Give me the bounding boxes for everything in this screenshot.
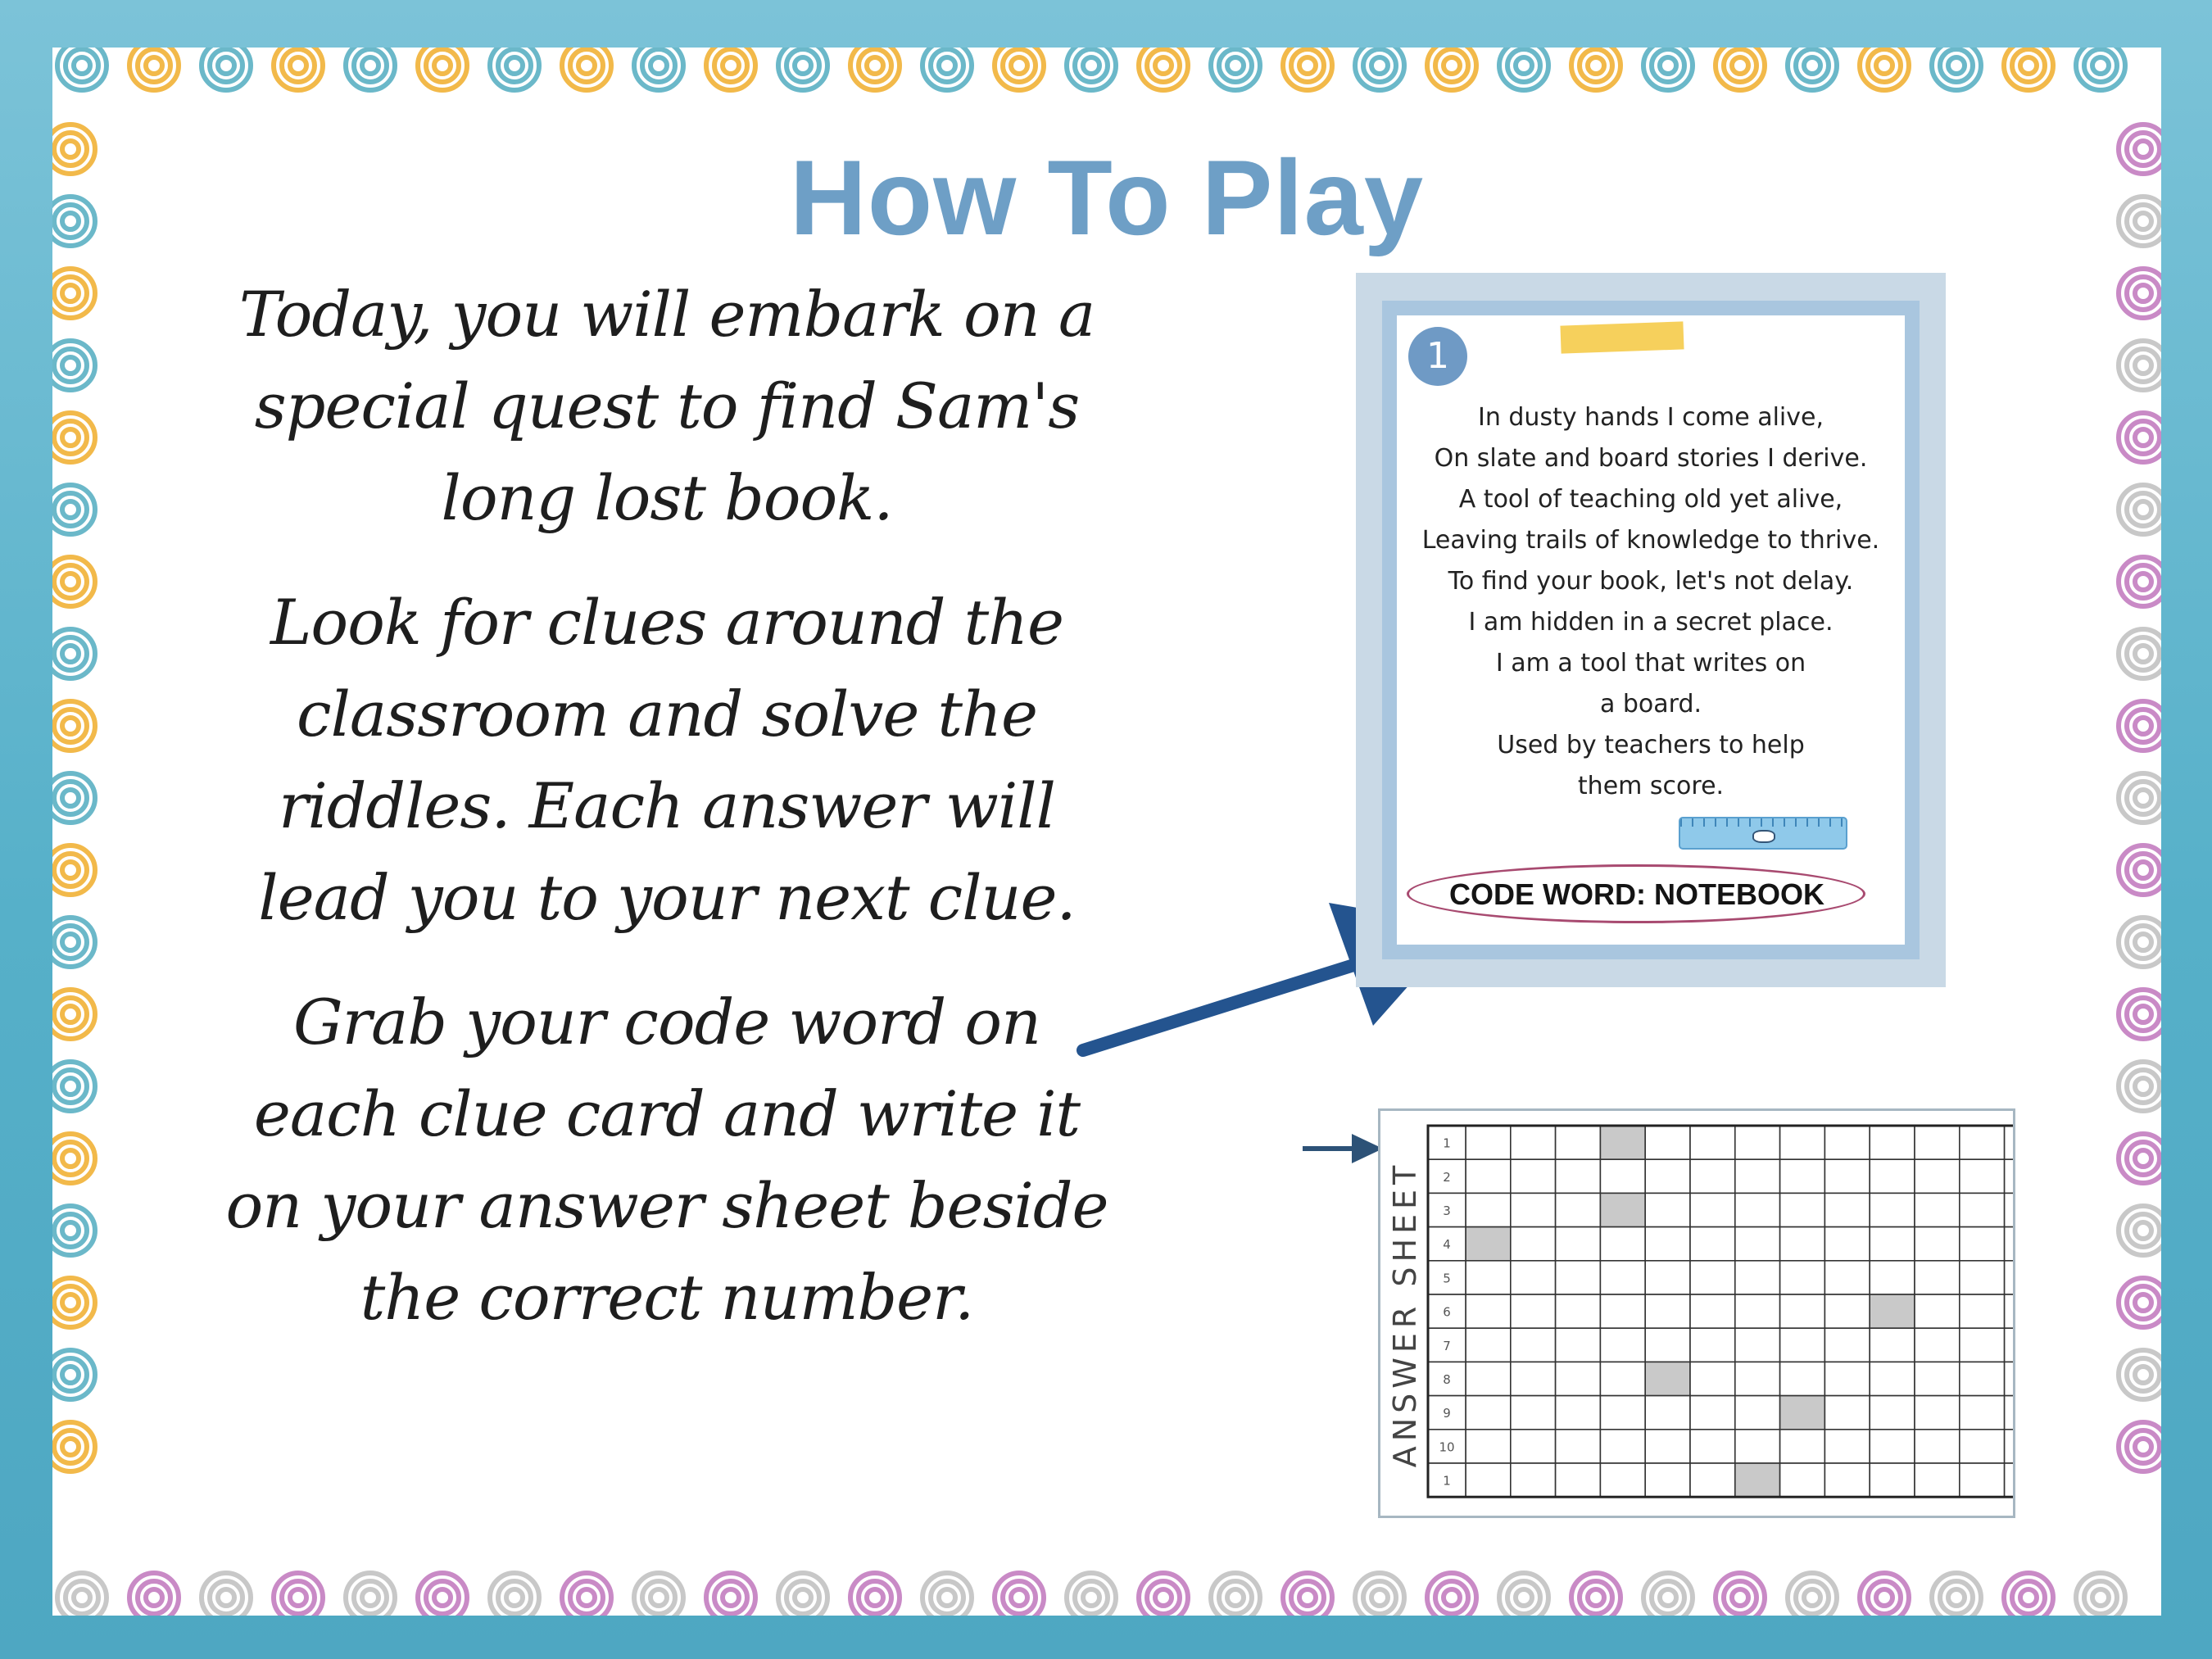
swirl-icon bbox=[418, 48, 467, 90]
grid-cell bbox=[1600, 1430, 1645, 1463]
shaded-grid-cell bbox=[1600, 1126, 1645, 1159]
grid-cell bbox=[2005, 1159, 2013, 1193]
grid-cell bbox=[1645, 1396, 1690, 1430]
swirl-icon bbox=[1283, 1573, 1332, 1616]
row-number: 9 bbox=[1443, 1406, 1451, 1421]
swirl-icon bbox=[490, 1573, 539, 1616]
grid-cell bbox=[1870, 1396, 1915, 1430]
instruction-paragraph-2: Look for clues around the classroom and solve the riddles. Each answer will lead you to your next clue. bbox=[258, 586, 1076, 934]
swirl-icon bbox=[706, 1573, 755, 1616]
grid-cell bbox=[1556, 1430, 1601, 1463]
grid-cell bbox=[1915, 1362, 1960, 1395]
grid-cell bbox=[1600, 1227, 1645, 1261]
grid-cell bbox=[1915, 1159, 1960, 1193]
grid-cell bbox=[1645, 1463, 1690, 1497]
grid-cell bbox=[1645, 1430, 1690, 1463]
arrow-icon bbox=[1299, 1121, 1389, 1170]
grid-cell bbox=[1645, 1126, 1690, 1159]
riddle-line: In dusty hands I come alive, bbox=[1477, 403, 1824, 432]
grid-cell bbox=[2005, 1328, 2013, 1362]
swirl-icon bbox=[346, 1573, 395, 1616]
swirl-icon bbox=[850, 48, 900, 90]
swirl-icon bbox=[52, 845, 95, 895]
swirl-icon bbox=[2119, 1062, 2161, 1111]
grid-cell bbox=[1780, 1126, 1825, 1159]
swirl-icon bbox=[2119, 413, 2161, 462]
grid-cell bbox=[1645, 1227, 1690, 1261]
riddle-line: Used by teachers to help bbox=[1497, 731, 1805, 759]
swirl-icon bbox=[52, 341, 95, 390]
swirl-icon bbox=[1788, 1573, 1837, 1616]
grid-cell bbox=[1690, 1159, 1735, 1193]
grid-cell bbox=[1780, 1362, 1825, 1395]
ruler-face-icon bbox=[1752, 830, 1775, 843]
row-number: 1 bbox=[1443, 1473, 1451, 1489]
grid-cell bbox=[1870, 1227, 1915, 1261]
swirl-icon bbox=[274, 48, 323, 90]
grid-cell bbox=[1556, 1396, 1601, 1430]
riddle-line: A tool of teaching old yet alive, bbox=[1458, 485, 1843, 514]
instruction-paragraph-1: Today, you will embark on a special quest to find Sam's long lost book. bbox=[238, 278, 1095, 534]
grid-cell bbox=[1735, 1261, 1780, 1294]
swirl-icon bbox=[922, 1573, 972, 1616]
swirl-icon bbox=[2119, 1134, 2161, 1183]
grid-cell bbox=[1960, 1261, 2005, 1294]
grid-cell bbox=[1870, 1362, 1915, 1395]
grid-cell bbox=[1511, 1430, 1556, 1463]
grid-cell bbox=[1466, 1362, 1511, 1395]
grid-cell bbox=[1960, 1463, 2005, 1497]
grid-cell bbox=[2005, 1294, 2013, 1328]
swirl-icon bbox=[2119, 1206, 2161, 1255]
swirl-icon bbox=[995, 1573, 1044, 1616]
grid-cell bbox=[1735, 1126, 1780, 1159]
grid-cell bbox=[1600, 1294, 1645, 1328]
swirl-icon bbox=[562, 1573, 611, 1616]
riddle-line: them score. bbox=[1577, 772, 1725, 800]
swirl-icon bbox=[52, 485, 95, 534]
grid-cell bbox=[1556, 1227, 1601, 1261]
shaded-grid-cell bbox=[1735, 1463, 1780, 1497]
swirl-icon bbox=[1643, 1573, 1693, 1616]
grid-cell bbox=[1915, 1227, 1960, 1261]
swirl-icon bbox=[274, 1573, 323, 1616]
grid-cell bbox=[2005, 1261, 2013, 1294]
grid-cell bbox=[1915, 1193, 1960, 1226]
riddle-text bbox=[1397, 397, 1905, 807]
grid-cell bbox=[1690, 1294, 1735, 1328]
swirl-icon bbox=[490, 48, 539, 90]
grid-cell bbox=[1780, 1430, 1825, 1463]
swirl-icon bbox=[778, 48, 827, 90]
clue-card-frame bbox=[1382, 301, 1920, 959]
row-number: 5 bbox=[1443, 1271, 1451, 1286]
riddle-line: I am hidden in a secret place. bbox=[1468, 608, 1834, 637]
swirl-icon bbox=[129, 1573, 179, 1616]
grid-cell bbox=[1735, 1430, 1780, 1463]
swirl-icon bbox=[1067, 1573, 1116, 1616]
grid-cell bbox=[1915, 1463, 1960, 1497]
swirl-icon bbox=[634, 48, 683, 90]
grid-cell bbox=[1466, 1430, 1511, 1463]
answer-sheet-label: ANSWER SHEET bbox=[1387, 1160, 1423, 1468]
grid-cell bbox=[1600, 1328, 1645, 1362]
grid-cell bbox=[1915, 1430, 1960, 1463]
swirl-icon bbox=[1716, 48, 1765, 90]
swirl-icon bbox=[1499, 1573, 1548, 1616]
row-number: 1 bbox=[1443, 1135, 1451, 1151]
grid-cell bbox=[1690, 1396, 1735, 1430]
game-instructions-page bbox=[52, 48, 2161, 1616]
grid-cell bbox=[1735, 1227, 1780, 1261]
swirl-icon bbox=[778, 1573, 827, 1616]
grid-cell bbox=[1870, 1328, 1915, 1362]
grid-cell bbox=[1556, 1126, 1601, 1159]
swirl-icon bbox=[2119, 773, 2161, 823]
grid-cell bbox=[1556, 1328, 1601, 1362]
grid-cell bbox=[1824, 1193, 1870, 1226]
grid-cell bbox=[1824, 1396, 1870, 1430]
grid-cell bbox=[1690, 1362, 1735, 1395]
grid-cell bbox=[1870, 1159, 1915, 1193]
grid-cell bbox=[1735, 1328, 1780, 1362]
grid-cell bbox=[1466, 1328, 1511, 1362]
swirl-icon bbox=[52, 918, 95, 967]
swirl-icon bbox=[2119, 341, 2161, 390]
swirl-icon bbox=[2119, 701, 2161, 750]
grid-cell bbox=[1915, 1294, 1960, 1328]
grid-cell bbox=[1511, 1362, 1556, 1395]
grid-cell bbox=[1824, 1328, 1870, 1362]
swirl-icon bbox=[1716, 1573, 1765, 1616]
swirl-icon bbox=[922, 48, 972, 90]
swirl-icon bbox=[1211, 48, 1260, 90]
instruction-paragraph-3: Grab your code word on each clue card and write it on your answer sheet beside the correct number. bbox=[225, 986, 1108, 1334]
swirl-icon bbox=[2119, 1350, 2161, 1399]
swirl-icon bbox=[1571, 1573, 1620, 1616]
riddle-line: Leaving trails of knowledge to thrive. bbox=[1421, 526, 1880, 555]
grid-cell bbox=[1960, 1294, 2005, 1328]
grid-cell bbox=[1690, 1193, 1735, 1226]
row-number: 2 bbox=[1443, 1169, 1451, 1185]
grid-cell bbox=[1466, 1396, 1511, 1430]
swirl-icon bbox=[2004, 48, 2053, 90]
grid-cell bbox=[1870, 1430, 1915, 1463]
grid-cell bbox=[1645, 1328, 1690, 1362]
grid-cell bbox=[1511, 1396, 1556, 1430]
riddle-line: a board. bbox=[1599, 690, 1702, 718]
grid-cell bbox=[1780, 1261, 1825, 1294]
swirl-icon bbox=[52, 1062, 95, 1111]
shaded-grid-cell bbox=[1600, 1193, 1645, 1226]
grid-cell bbox=[1690, 1126, 1735, 1159]
swirl-icon bbox=[2119, 557, 2161, 606]
grid-cell bbox=[1960, 1362, 2005, 1395]
swirl-icon bbox=[1355, 48, 1404, 90]
swirl-icon bbox=[2076, 1573, 2125, 1616]
grid-cell bbox=[1645, 1193, 1690, 1226]
grid-cell bbox=[1600, 1362, 1645, 1395]
row-number: 10 bbox=[1439, 1439, 1455, 1455]
grid-cell bbox=[1824, 1463, 1870, 1497]
row-number: 3 bbox=[1443, 1203, 1451, 1218]
swirl-icon bbox=[2119, 485, 2161, 534]
swirl-icon bbox=[1860, 48, 1909, 90]
swirl-icon bbox=[850, 1573, 900, 1616]
grid-cell bbox=[1600, 1463, 1645, 1497]
swirl-icon bbox=[57, 48, 107, 90]
grid-cell bbox=[1824, 1294, 1870, 1328]
swirl-icon bbox=[52, 701, 95, 750]
swirl-icon bbox=[2119, 918, 2161, 967]
grid-cell bbox=[1780, 1159, 1825, 1193]
swirl-icon bbox=[1067, 48, 1116, 90]
grid-cell bbox=[1824, 1362, 1870, 1395]
swirl-icon bbox=[1283, 48, 1332, 90]
swirl-icon bbox=[2076, 48, 2125, 90]
swirl-icon bbox=[995, 48, 1044, 90]
swirl-icon bbox=[52, 557, 95, 606]
grid-cell bbox=[1556, 1193, 1601, 1226]
grid-cell bbox=[1960, 1126, 2005, 1159]
swirl-icon bbox=[52, 1278, 95, 1327]
grid-cell bbox=[1690, 1261, 1735, 1294]
grid-cell bbox=[1735, 1362, 1780, 1395]
grid-cell bbox=[1466, 1261, 1511, 1294]
grid-cell bbox=[1780, 1328, 1825, 1362]
grid-cell bbox=[1870, 1193, 1915, 1226]
swirl-icon bbox=[1211, 1573, 1260, 1616]
swirl-icon bbox=[1571, 48, 1620, 90]
grid-cell bbox=[1690, 1227, 1735, 1261]
swirl-icon bbox=[1932, 48, 1981, 90]
grid-cell bbox=[1466, 1294, 1511, 1328]
grid-cell bbox=[1735, 1294, 1780, 1328]
row-number: 6 bbox=[1443, 1304, 1451, 1320]
grid-cell bbox=[1466, 1193, 1511, 1226]
grid-cell bbox=[1600, 1261, 1645, 1294]
row-number: 4 bbox=[1443, 1237, 1451, 1253]
grid-cell bbox=[2005, 1430, 2013, 1463]
swirl-icon bbox=[202, 1573, 251, 1616]
grid-cell bbox=[1915, 1126, 1960, 1159]
grid-cell bbox=[2005, 1227, 2013, 1261]
grid-cell bbox=[1915, 1396, 1960, 1430]
grid-cell bbox=[1870, 1463, 1915, 1497]
swirl-icon bbox=[2119, 990, 2161, 1039]
grid-cell bbox=[1780, 1294, 1825, 1328]
grid-cell bbox=[1600, 1396, 1645, 1430]
swirl-icon bbox=[1643, 48, 1693, 90]
grid-cell bbox=[1780, 1463, 1825, 1497]
grid-cell bbox=[1511, 1227, 1556, 1261]
riddle-line: On slate and board stories I derive. bbox=[1434, 444, 1868, 473]
swirl-icon bbox=[1139, 48, 1188, 90]
grid-cell bbox=[1556, 1261, 1601, 1294]
shaded-grid-cell bbox=[1870, 1294, 1915, 1328]
shaded-grid-cell bbox=[1645, 1362, 1690, 1395]
swirl-icon bbox=[52, 990, 95, 1039]
swirl-icon bbox=[1932, 1573, 1981, 1616]
swirl-icon bbox=[52, 269, 95, 318]
grid-cell bbox=[1915, 1328, 1960, 1362]
swirl-icon bbox=[129, 48, 179, 90]
swirl-icon bbox=[52, 1206, 95, 1255]
grid-cell bbox=[1690, 1328, 1735, 1362]
grid-cell bbox=[1511, 1328, 1556, 1362]
answer-grid bbox=[1380, 1111, 2013, 1516]
grid-cell bbox=[1824, 1261, 1870, 1294]
grid-cell bbox=[1556, 1362, 1601, 1395]
swirl-icon bbox=[418, 1573, 467, 1616]
grid-cell bbox=[2005, 1396, 2013, 1430]
grid-cell bbox=[1870, 1261, 1915, 1294]
grid-cell bbox=[1466, 1159, 1511, 1193]
swirl-icon bbox=[52, 1350, 95, 1399]
swirl-icon bbox=[1499, 48, 1548, 90]
grid-cell bbox=[1645, 1159, 1690, 1193]
grid-cell bbox=[1690, 1430, 1735, 1463]
swirl-icon bbox=[57, 1573, 107, 1616]
grid-cell bbox=[1556, 1159, 1601, 1193]
riddle-line: I am a tool that writes on bbox=[1495, 649, 1806, 678]
grid-cell bbox=[1556, 1294, 1601, 1328]
swirl-icon bbox=[52, 629, 95, 678]
tape-icon bbox=[1560, 321, 1684, 353]
grid-cell bbox=[1556, 1463, 1601, 1497]
grid-cell bbox=[1645, 1294, 1690, 1328]
swirl-icon bbox=[2119, 1422, 2161, 1471]
grid-cell bbox=[1960, 1430, 2005, 1463]
ruler-icon bbox=[1679, 817, 1847, 850]
clue-card bbox=[1356, 273, 1946, 987]
grid-cell bbox=[1824, 1126, 1870, 1159]
grid-cell bbox=[1824, 1430, 1870, 1463]
grid-cell bbox=[1511, 1261, 1556, 1294]
grid-cell bbox=[1600, 1159, 1645, 1193]
swirl-icon bbox=[2119, 845, 2161, 895]
grid-cell bbox=[1511, 1193, 1556, 1226]
swirl-icon bbox=[2119, 269, 2161, 318]
swirl-icon bbox=[1355, 1573, 1404, 1616]
swirl-icon bbox=[52, 413, 95, 462]
shaded-grid-cell bbox=[1466, 1227, 1511, 1261]
grid-cell bbox=[1915, 1261, 1960, 1294]
row-number: 7 bbox=[1443, 1338, 1451, 1353]
grid-cell bbox=[1780, 1193, 1825, 1226]
swirl-icon bbox=[346, 48, 395, 90]
grid-cell bbox=[1690, 1463, 1735, 1497]
grid-cell bbox=[1735, 1159, 1780, 1193]
swirl-icon bbox=[2119, 1278, 2161, 1327]
grid-cell bbox=[1960, 1396, 2005, 1430]
swirl-icon bbox=[1788, 48, 1837, 90]
swirl-icon bbox=[1427, 48, 1476, 90]
grid-cell bbox=[1466, 1126, 1511, 1159]
swirl-icon bbox=[634, 1573, 683, 1616]
grid-cell bbox=[1466, 1463, 1511, 1497]
grid-cell bbox=[1824, 1159, 1870, 1193]
shaded-grid-cell bbox=[1780, 1396, 1825, 1430]
answer-sheet-preview bbox=[1378, 1108, 2015, 1518]
grid-cell bbox=[1960, 1328, 2005, 1362]
swirl-icon bbox=[52, 1134, 95, 1183]
swirl-icon bbox=[1427, 1573, 1476, 1616]
swirl-icon bbox=[562, 48, 611, 90]
grid-cell bbox=[1824, 1227, 1870, 1261]
grid-cell bbox=[1735, 1193, 1780, 1226]
grid-cell bbox=[2005, 1126, 2013, 1159]
grid-cell bbox=[1511, 1463, 1556, 1497]
grid-cell bbox=[1960, 1159, 2005, 1193]
swirl-icon bbox=[2004, 1573, 2053, 1616]
grid-cell bbox=[2005, 1193, 2013, 1226]
grid-cell bbox=[1645, 1261, 1690, 1294]
clue-number-badge: 1 bbox=[1408, 327, 1467, 386]
swirl-icon bbox=[1860, 1573, 1909, 1616]
swirl-icon bbox=[202, 48, 251, 90]
grid-cell bbox=[1780, 1227, 1825, 1261]
grid-cell bbox=[1960, 1227, 2005, 1261]
swirl-icon bbox=[706, 48, 755, 90]
code-word: CODE WORD: NOTEBOOK bbox=[1449, 877, 1824, 911]
grid-cell bbox=[1511, 1159, 1556, 1193]
grid-cell bbox=[1960, 1193, 2005, 1226]
swirl-icon bbox=[2119, 629, 2161, 678]
swirl-icon bbox=[1139, 1573, 1188, 1616]
page-title: How To Play bbox=[789, 138, 1425, 257]
grid-cell bbox=[1870, 1126, 1915, 1159]
riddle-line: To find your book, let's not delay. bbox=[1448, 567, 1854, 596]
grid-cell bbox=[2005, 1362, 2013, 1395]
clue-card-paper bbox=[1397, 315, 1905, 945]
grid-cell bbox=[1511, 1294, 1556, 1328]
grid-cell bbox=[2005, 1463, 2013, 1497]
swirl-icon bbox=[52, 773, 95, 823]
grid-cell bbox=[1735, 1396, 1780, 1430]
row-number: 8 bbox=[1443, 1372, 1451, 1387]
grid-cell bbox=[1511, 1126, 1556, 1159]
swirl-icon bbox=[52, 1422, 95, 1471]
